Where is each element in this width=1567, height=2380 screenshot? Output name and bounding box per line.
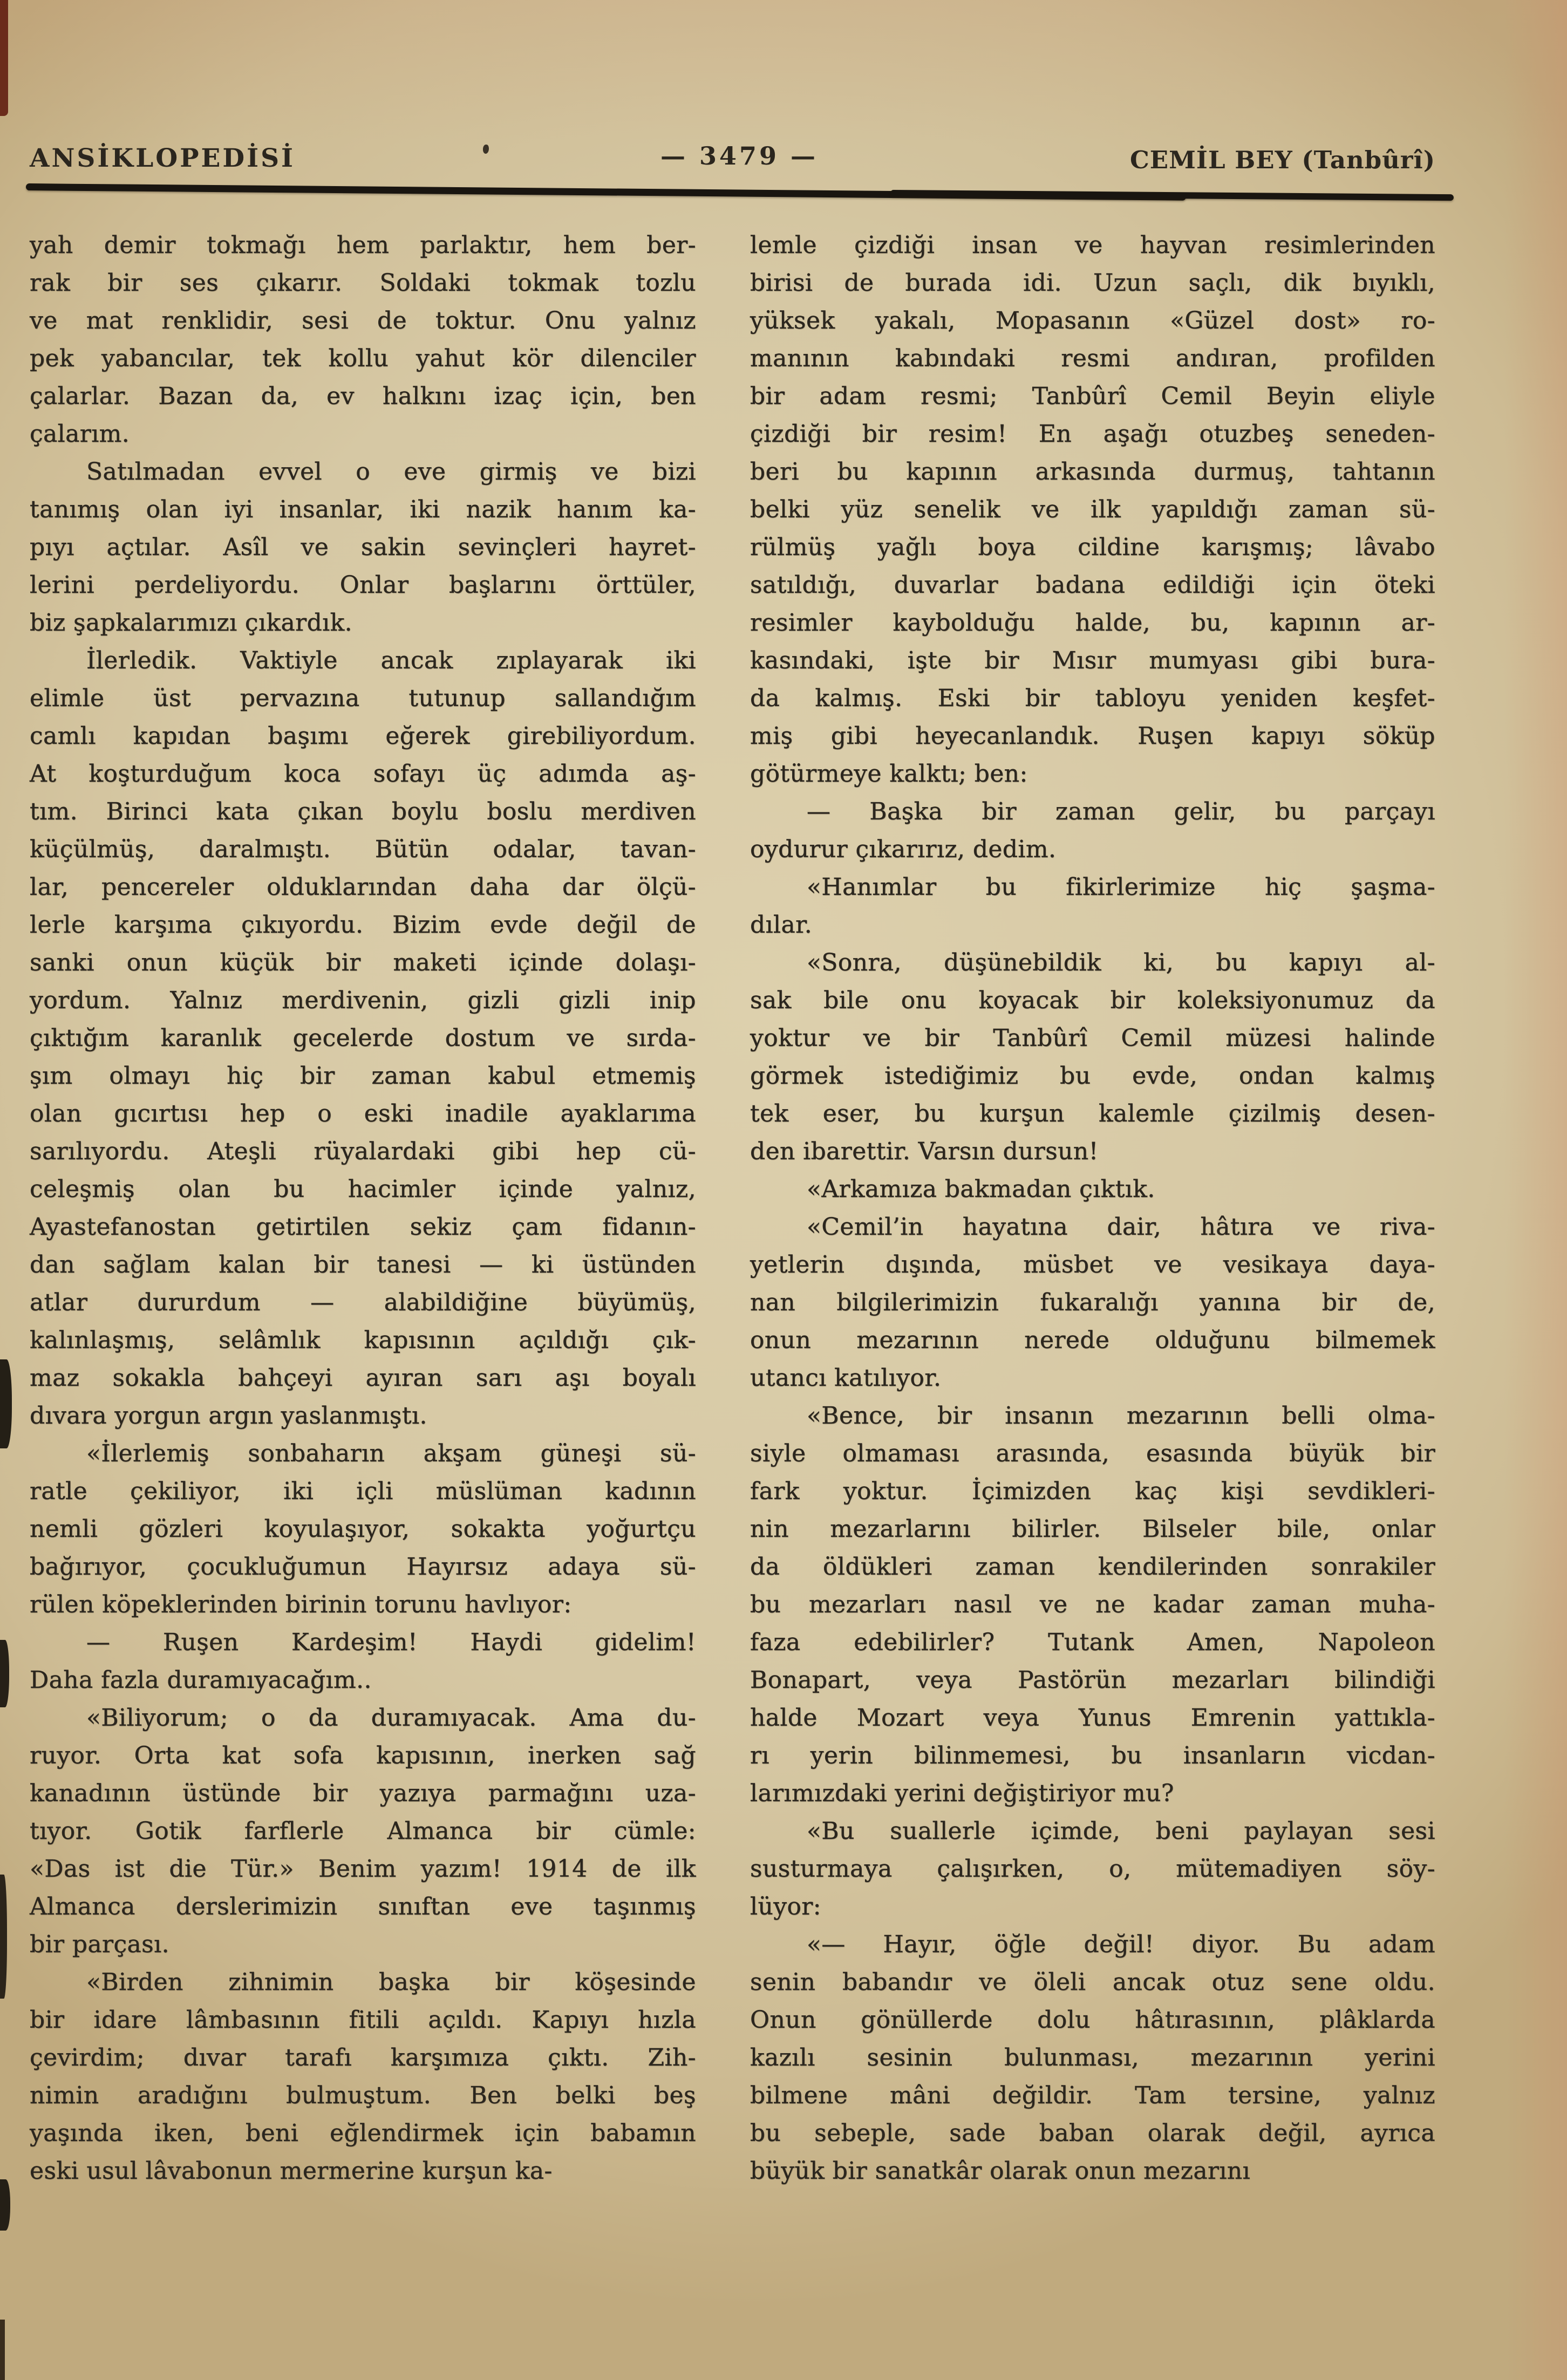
text-line: senin babandır ve öleli ancak otuz sene oldu. [750, 1968, 1435, 1996]
text-line: «Birden zihnimin başka bir köşesinde [86, 1968, 696, 1996]
text-line: Ayastefanostan getirtilen sekiz çam fidanın- [30, 1213, 696, 1241]
text-line: yah demir tokmağı hem parlaktır, hem ber- [30, 231, 696, 259]
text-line: küçülmüş, daralmıştı. Bütün odalar, tavan- [30, 836, 696, 863]
text-line: sak bile onu koyacak bir koleksiyonumuz da [750, 987, 1435, 1014]
text-line: dılar. [750, 911, 813, 939]
text-line: beri bu kapının arkasında durmuş, tahtanın [750, 458, 1435, 485]
text-line: çevirdim; dıvar tarafı karşımıza çıktı. Zih- [30, 2044, 696, 2071]
text-line: onun mezarının nerede olduğunu bilmemek [750, 1326, 1435, 1354]
text-line: ratle çekiliyor, iki içli müslüman kadının [30, 1478, 696, 1505]
text-line: «— Hayır, öğle değil! diyor. Bu adam [807, 1931, 1435, 1958]
page-number: — 3479 — [660, 141, 819, 170]
text-line: Onun gönüllerde dolu hâtırasının, plâklarda [750, 2006, 1435, 2034]
text-line: — Başka bir zaman gelir, bu parçayı [807, 798, 1435, 825]
text-line: biz şapkalarımızı çıkardık. [30, 609, 353, 637]
text-columns [30, 227, 1435, 2190]
text-line: rak bir ses çıkarır. Soldaki tokmak tozlu [30, 269, 696, 297]
scan-artifact-edge-blob [0, 2179, 10, 2231]
text-line: dıvara yorgun argın yaslanmıştı. [30, 1402, 427, 1430]
text-line: nan bilgilerimizin fukaralığı yanına bir de, [750, 1289, 1435, 1316]
text-line: «Arkamıza bakmadan çıktık. [807, 1175, 1155, 1203]
text-line: şım olmayı hiç bir zaman kabul etmemiş [30, 1062, 696, 1090]
text-line: At koşturduğum koca sofayı üç adımda aş- [30, 760, 696, 788]
text-line: faza edebilirler? Tutank Amen, Napoleon [750, 1629, 1435, 1656]
text-line: «Bu suallerle içimde, beni paylayan sesi [807, 1817, 1435, 1845]
text-line: sanki onun küçük bir maketi içinde dolaşı- [30, 949, 696, 976]
text-line: lerini perdeliyordu. Onlar başlarını örttüler, [30, 571, 696, 599]
text-line: celeşmiş olan bu hacimler içinde yalnız, [30, 1175, 696, 1203]
text-line: pek yabancılar, tek kollu yahut kör dilenciler [30, 345, 696, 372]
text-line: camlı kapıdan başımı eğerek girebiliyordum. [30, 722, 696, 750]
text-line: götürmeye kalktı; ben: [750, 760, 1028, 788]
paragraph [30, 227, 696, 453]
text-line: «Cemil’in hayatına dair, hâtıra ve riva- [807, 1213, 1435, 1241]
text-line: çalarım. [30, 420, 130, 448]
text-line: dan sağlam kalan bir tanesi — ki üstünden [30, 1251, 696, 1278]
paragraph [750, 793, 1435, 868]
paragraph [30, 453, 696, 642]
publication-title: ANSİKLOPEDİSİ [30, 143, 296, 173]
text-line: bağırıyor, çocukluğumun Hayırsız adaya sü- [30, 1553, 696, 1581]
text-line: nimin aradığını bulmuştum. Ben belki beş [30, 2082, 696, 2109]
scan-artifact-edge-blob [0, 1640, 9, 1707]
text-line: İlerledik. Vaktiyle ancak zıplayarak iki [86, 647, 696, 674]
text-line: ve mat renklidir, sesi de toktur. Onu yalnız [30, 307, 696, 334]
text-line: lemle çizdiği insan ve hayvan resimlerinden [750, 231, 1435, 259]
text-line: ruyor. Orta kat sofa kapısının, inerken sağ [30, 1742, 696, 1769]
scan-artifact-edge-mark [0, 2320, 5, 2380]
text-line: lerle karşıma çıkıyordu. Bizim evde değil de [30, 911, 696, 939]
page-header [30, 139, 1435, 182]
text-line: nin mezarlarını bilirler. Bilseler bile, onlar [750, 1515, 1435, 1543]
text-line: çalarlar. Bazan da, ev halkını izaç için, ben [30, 382, 696, 410]
text-line: «Biliyorum; o da duramıyacak. Ama du- [86, 1704, 696, 1732]
text-line: rülmüş yağlı boya cildine karışmış; lâvabo [750, 534, 1435, 561]
text-line: eski usul lâvabonun mermerine kurşun ka- [30, 2157, 553, 2185]
text-line: çıktığım karanlık gecelerde dostum ve sırda- [30, 1024, 696, 1052]
text-line: tım. Birinci kata çıkan boylu boslu merdiven [30, 798, 696, 825]
text-line: tanımış olan iyi insanlar, iki nazik hanım ka- [30, 496, 696, 523]
paragraph [750, 1171, 1435, 1208]
paragraph [750, 1926, 1435, 2190]
text-line: bilmene mâni değildir. Tam tersine, yalnız [750, 2082, 1435, 2109]
text-line: yaşında iken, beni eğlendirmek için babamın [30, 2119, 696, 2147]
text-line: birisi de burada idi. Uzun saçlı, dik bıyıklı, [750, 269, 1435, 297]
article-title: CEMİL BEY (Tanbûrî) [1129, 146, 1435, 174]
paragraph [750, 1208, 1435, 1397]
left-column [30, 227, 696, 2190]
scan-artifact-red-streak [0, 0, 8, 116]
text-line: tek eser, bu kurşun kalemle çizilmiş desen- [750, 1100, 1435, 1127]
text-line: «Hanımlar bu fikirlerimize hiç şaşma- [807, 873, 1435, 901]
text-line: sarılıyordu. Ateşli rüyalardaki gibi hep cü- [30, 1138, 696, 1165]
text-line: maz sokakla bahçeyi ayıran sarı aşı boyalı [30, 1364, 696, 1392]
text-line: utancı katılıyor. [750, 1364, 942, 1392]
text-line: elimle üst pervazına tutunup sallandığım [30, 685, 696, 712]
text-line: tıyor. Gotik farflerle Almanca bir cümle: [30, 1817, 696, 1845]
text-line: olan gıcırtısı hep o eski inadile ayaklarıma [30, 1100, 696, 1127]
text-line: yüksek yakalı, Mopasanın «Güzel dost» ro- [750, 307, 1435, 334]
text-line: kasındaki, işte bir Mısır mumyası gibi bura- [750, 647, 1435, 674]
paragraph [750, 227, 1435, 793]
text-line: lar, pencereler olduklarından daha dar ölçü- [30, 873, 696, 901]
text-line: miş gibi heyecanlandık. Ruşen kapıyı söküp [750, 722, 1435, 750]
paragraph [750, 1397, 1435, 1813]
paragraph [30, 1964, 696, 2190]
text-line: kanadının üstünde bir yazıya parmağını uza- [30, 1780, 696, 1807]
text-line: da öldükleri zaman kendilerinden sonrakiler [750, 1553, 1435, 1581]
paragraph [750, 868, 1435, 944]
text-line: büyük bir sanatkâr olarak onun mezarını [750, 2157, 1251, 2185]
text-line: — Ruşen Kardeşim! Haydi gidelim! [86, 1629, 696, 1656]
text-line: fark yoktur. İçimizden kaç kişi sevdikleri- [750, 1478, 1435, 1505]
text-line: görmek istediğimiz bu evde, ondan kalmış [750, 1062, 1435, 1090]
text-line: halde Mozart veya Yunus Emrenin yattıkla- [750, 1704, 1435, 1732]
text-line: «İlerlemiş sonbaharın akşam güneşi sü- [86, 1440, 696, 1467]
text-line: pıyı açtılar. Asîl ve sakin sevinçleri hayret- [30, 534, 696, 561]
text-line: kalınlaşmış, selâmlık kapısının açıldığı çık- [30, 1326, 696, 1354]
text-line: satıldığı, duvarlar badana edildiği için öteki [750, 571, 1435, 599]
scan-artifact-edge-blob [0, 1875, 7, 1999]
text-line: çizdiği bir resim! En aşağı otuzbeş seneden- [750, 420, 1435, 448]
text-line: «Bence, bir insanın mezarının belli olma- [807, 1402, 1435, 1430]
text-line: manının kabındaki resmi andıran, profilden [750, 345, 1435, 372]
text-line: yoktur ve bir Tanbûrî Cemil müzesi halinde [750, 1024, 1435, 1052]
paragraph [30, 1699, 696, 1964]
text-line: atlar dururdum — alabildiğine büyümüş, [30, 1289, 696, 1316]
text-line: rı yerin bilinmemesi, bu insanların vicdan- [750, 1742, 1435, 1769]
text-line: yordum. Yalnız merdivenin, gizli gizli inip [30, 987, 696, 1014]
text-line: bir parçası. [30, 1931, 170, 1958]
text-line: rülen köpeklerinden birinin torunu havlıyor: [30, 1591, 572, 1618]
text-line: oydurur çıkarırız, dedim. [750, 836, 1057, 863]
text-line: larımızdaki yerini değiştiriyor mu? [750, 1780, 1174, 1807]
text-line: kazılı sesinin bulunması, mezarının yerini [750, 2044, 1435, 2071]
text-line: Satılmadan evvel o eve girmiş ve bizi [86, 458, 696, 485]
text-line: siyle olmaması arasında, esasında büyük bir [750, 1440, 1435, 1467]
text-line: den ibarettir. Varsın dursun! [750, 1138, 1099, 1165]
text-line: lüyor: [750, 1893, 822, 1920]
text-line: Daha fazla duramıyacağım.. [30, 1666, 372, 1694]
text-line: resimler kaybolduğu halde, bu, kapının ar- [750, 609, 1435, 637]
text-line: Bonapart, veya Pastörün mezarları bilindiği [750, 1666, 1435, 1694]
scan-artifact-edge-blob [0, 1359, 12, 1448]
text-line: Almanca derslerimizin sınıftan eve taşınmış [30, 1893, 696, 1920]
paragraph [750, 944, 1435, 1171]
paragraph [30, 1624, 696, 1699]
text-line: «Sonra, düşünebildik ki, bu kapıyı al- [807, 949, 1435, 976]
text-line: yetlerin dışında, müsbet ve vesikaya daya- [750, 1251, 1435, 1278]
text-line: nemli gözleri koyulaşıyor, sokakta yoğurtçu [30, 1515, 696, 1543]
text-line: bu sebeple, sade baban olarak değil, ayrıca [750, 2119, 1435, 2147]
right-column [750, 227, 1435, 2190]
paragraph [30, 642, 696, 1435]
text-line: bir adam resmi; Tanbûrî Cemil Beyin eliyle [750, 382, 1435, 410]
text-line: da kalmış. Eski bir tabloyu yeniden keşfet- [750, 685, 1435, 712]
text-line: bir idare lâmbasının fitili açıldı. Kapıyı hızla [30, 2006, 696, 2034]
text-line: susturmaya çalışırken, o, mütemadiyen söy- [750, 1855, 1435, 1883]
text-line: belki yüz senelik ve ilk yapıldığı zaman sü- [750, 496, 1435, 523]
paragraph [30, 1435, 696, 1624]
text-line: bu mezarları nasıl ve ne kadar zaman muha- [750, 1591, 1435, 1618]
text-line: «Das ist die Tür.» Benim yazım! 1914 de ilk [30, 1855, 696, 1883]
paragraph [750, 1813, 1435, 1926]
